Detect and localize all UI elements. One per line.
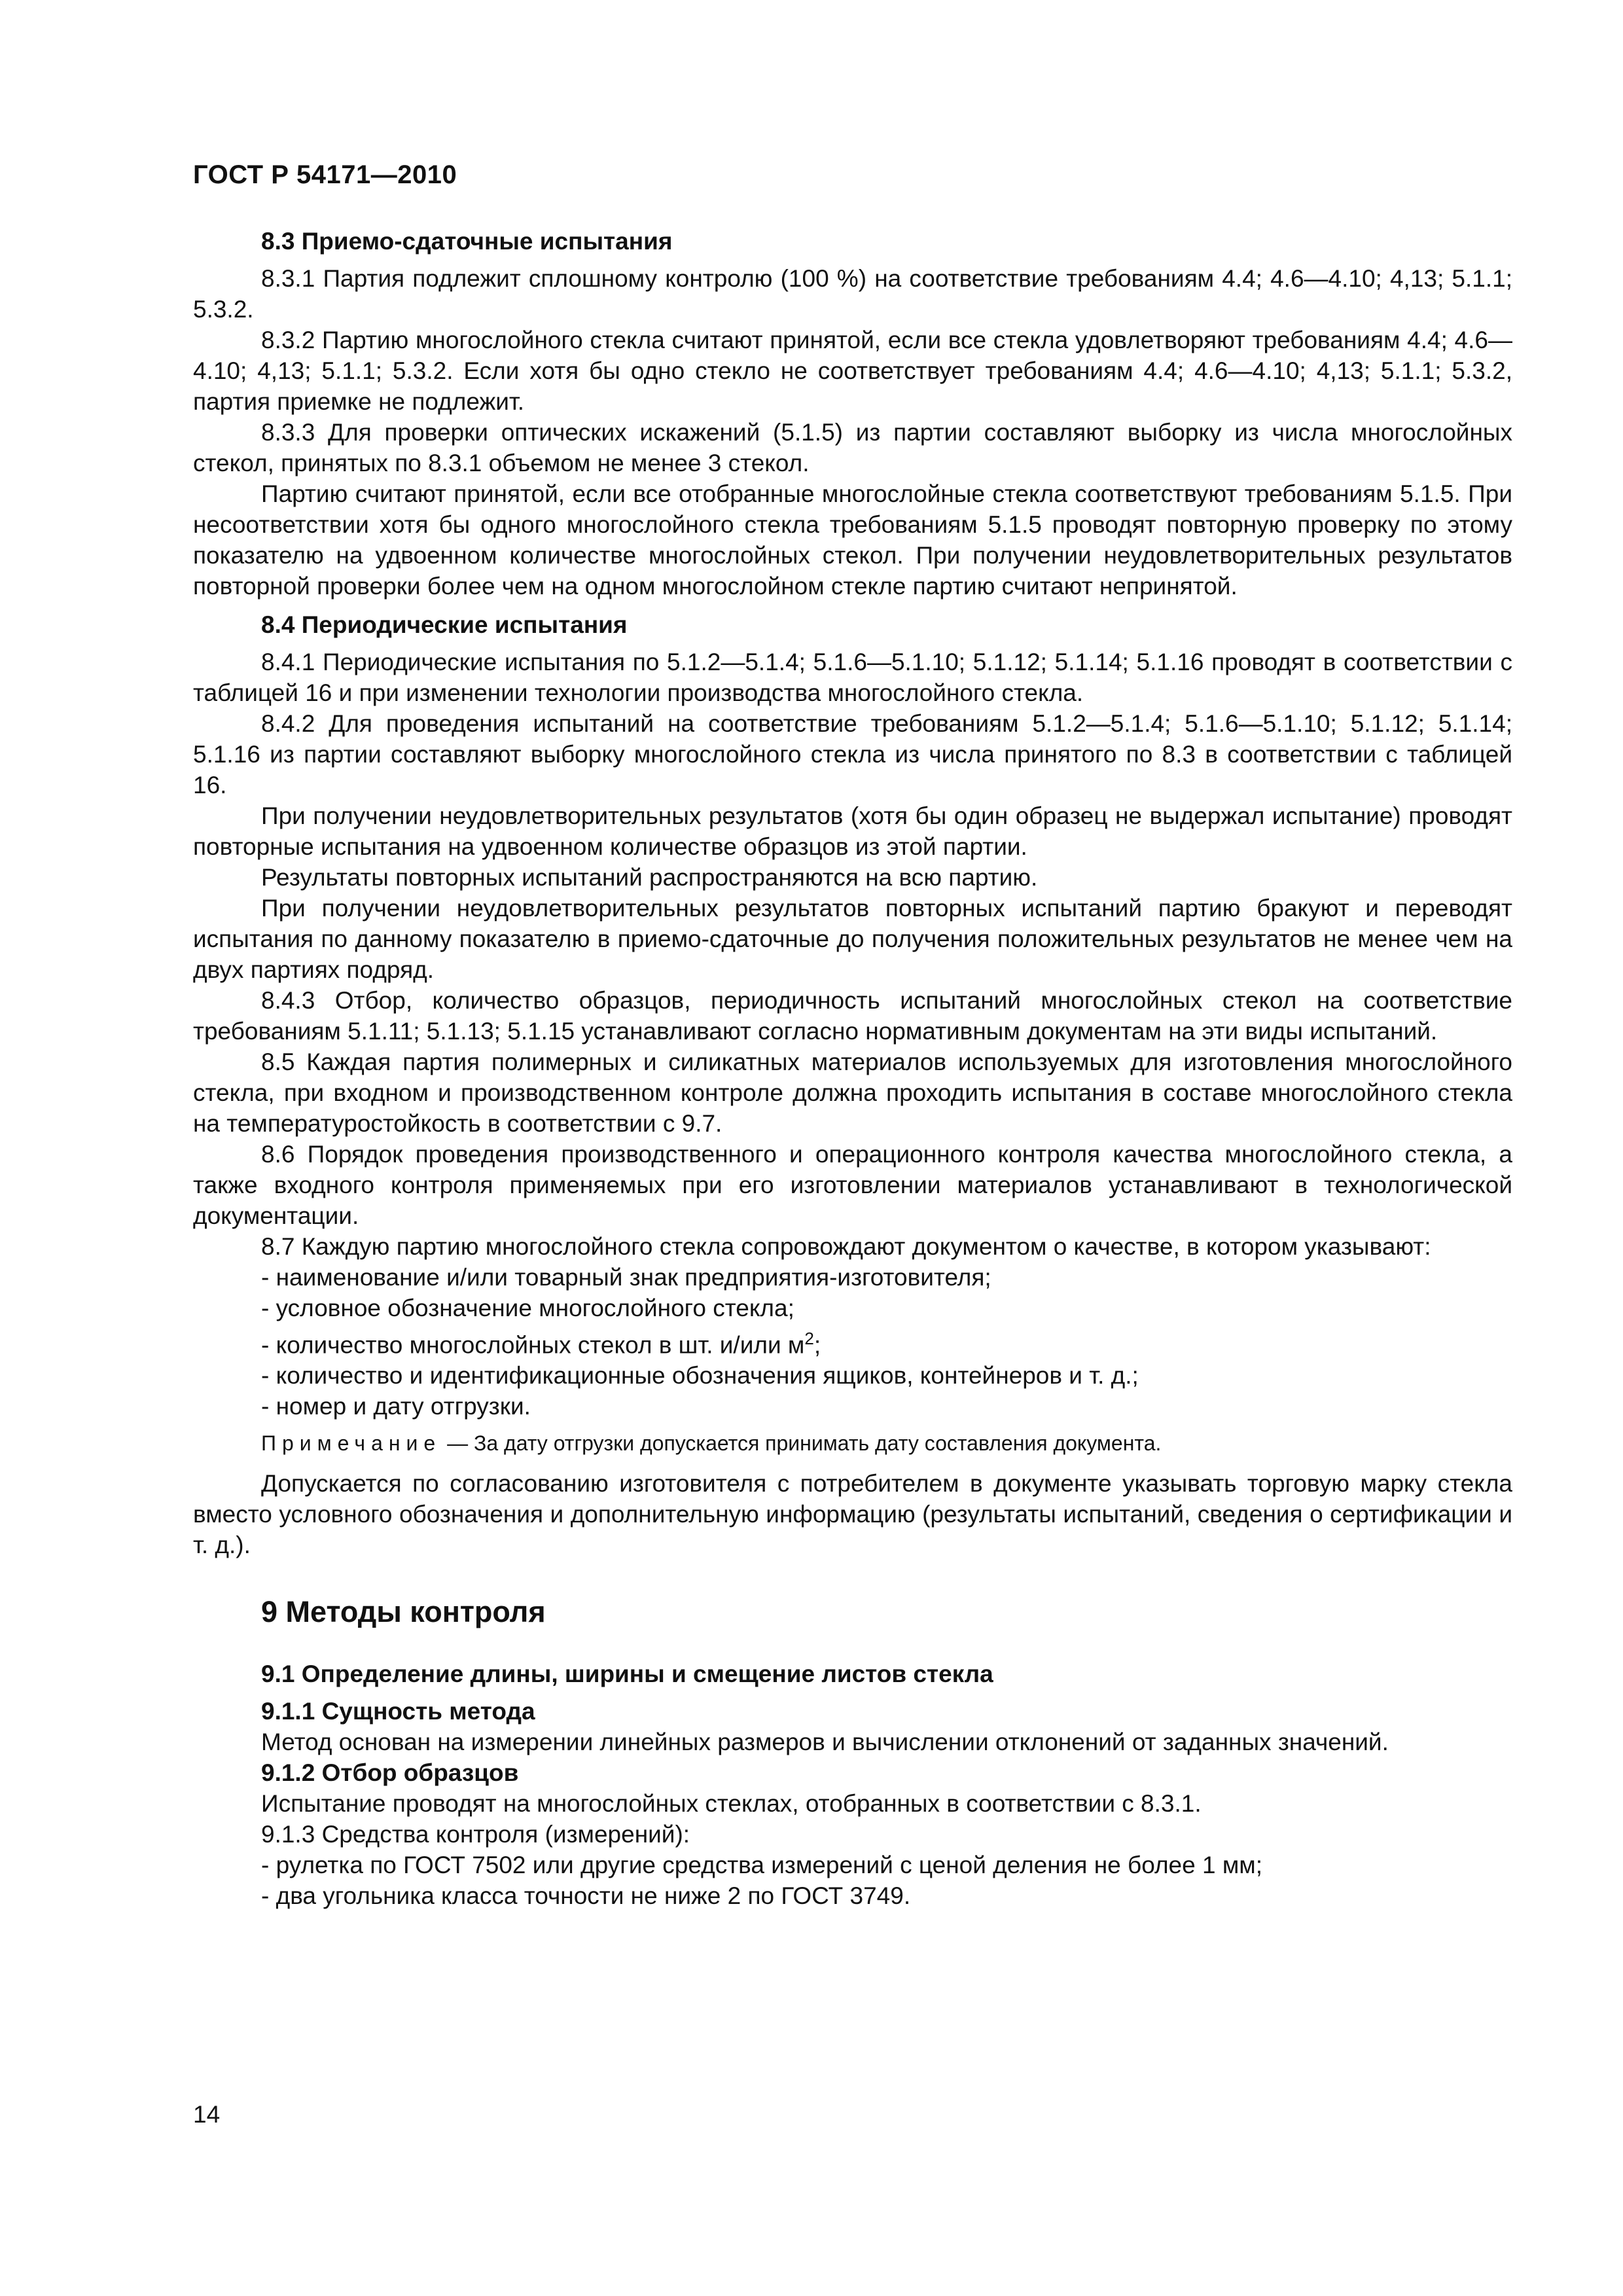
paragraph-8-5: 8.5 Каждая партия полимерных и силикатных материалов используемых для изготовления многослойного стекла, при входном и производственном контроле должна проходить испытания в составе многослойного стекла на температуростойкость в соответствии с 9.7. — [193, 1049, 1512, 1137]
paragraph-8-3-1: 8.3.1 Партия подлежит сплошному контролю (100 %) на соответствие требованиям 4.4; 4.6—4.10; 4,13; 5.1.1; 5.3.2. — [193, 265, 1512, 323]
paragraph-8-4-2-retest: При получении неудовлетворительных результатов (хотя бы один образец не выдержал испытание) проводят повторные испытания на удвоенном количестве образцов из этой партии. — [193, 802, 1512, 860]
note-text: — За дату отгрузки допускается принимать дату составления документа. — [447, 1431, 1162, 1456]
chapter-heading-9: 9 Методы контроля — [261, 1595, 546, 1629]
section-heading-8-4: 8.4 Периодические испытания — [261, 611, 628, 638]
paragraph-8-3-2: 8.3.2 Партию многослойного стекла считают принятой, если все стекла удовлетворяют требованиям 4.4; 4.6—4.10; 4,13; 5.1.1; 5.3.2. Если хотя бы одно стекло не соответствует требованиям 4.4; 4.6—4.10; 4,13; 5.1.1; 5.3.2, партия приемке не подлежит. — [193, 327, 1512, 415]
list-item: - номер и дату отгрузки. — [261, 1393, 531, 1420]
list-item: - количество и идентификационные обозначения ящиков, контейнеров и т. д.; — [261, 1362, 1139, 1390]
list-item: - наименование и/или товарный знак предприятия-изготовителя; — [261, 1264, 991, 1291]
list-item-text: - количество многослойных стекол в шт. и/или м — [261, 1331, 805, 1359]
document-header: ГОСТ Р 54171—2010 — [193, 160, 457, 189]
note — [193, 1428, 1512, 1459]
document-body — [193, 226, 1512, 1911]
punctuation: ; — [813, 1331, 821, 1359]
paragraph-8-7: 8.7 Каждую партию многослойного стекла сопровождают документом о качестве, в котором указывают: — [261, 1233, 1431, 1260]
paragraph-8-4-2-reject: При получении неудовлетворительных результатов повторных испытаний партию бракуют и переводят испытания по данному показателю в приемо-сдаточные до получения положительных результатов не менее чем на двух партиях подряд. — [193, 895, 1512, 983]
paragraph-8-7-addendum: Допускается по согласованию изготовителя с потребителем в документе указывать торговую марку стекла вместо условного обозначения и дополнительную информацию (результаты испытаний, сведения о сертификации и т. д.). — [193, 1470, 1512, 1559]
paragraph-9-1-2: Испытание проводят на многослойных стеклах, отобранных в соответствии с 8.3.1. — [261, 1790, 1202, 1818]
paragraph-8-4-2: 8.4.2 Для проведения испытаний на соответствие требованиям 5.1.2—5.1.4; 5.1.6—5.1.10; 5.1.12; 5.1.14; 5.1.16 из партии составляют выборку многослойного стекла из числа принятого по 8.3 в соответствии с таблицей 16. — [193, 710, 1512, 798]
list-item: - рулетка по ГОСТ 7502 или другие средства измерений с ценой деления не более 1 мм; — [261, 1852, 1262, 1879]
section-heading-9-1: 9.1 Определение длины, ширины и смещение листов стекла — [261, 1660, 993, 1688]
paragraph-8-4-2-results: Результаты повторных испытаний распространяются на всю партию. — [261, 864, 1038, 891]
section-heading-8-3: 8.3 Приемо-сдаточные испытания — [261, 228, 673, 255]
subsection-heading-9-1-1: 9.1.1 Сущность метода — [261, 1698, 535, 1725]
list-item: - условное обозначение многослойного стекла; — [261, 1295, 794, 1321]
subsection-heading-9-1-2: 9.1.2 Отбор образцов — [261, 1759, 519, 1787]
list-item — [193, 1323, 1512, 1360]
list-item: - два угольника класса точности не ниже 2 по ГОСТ 3749. — [261, 1882, 911, 1910]
superscript: 2 — [804, 1329, 814, 1348]
paragraph-9-1-1: Метод основан на измерении линейных размеров и вычислении отклонений от заданных значений. — [261, 1729, 1389, 1756]
paragraph-8-6: 8.6 Порядок проведения производственного и операционного контроля качества многослойного стекла, а также входного контроля применяемых при его изготовлении материалов устанавливают в технологической документации. — [193, 1141, 1512, 1229]
note-label: Примечание — [261, 1431, 442, 1456]
paragraph-9-1-3: 9.1.3 Средства контроля (измерений): — [261, 1821, 690, 1848]
paragraph-8-4-1: 8.4.1 Периодические испытания по 5.1.2—5.1.4; 5.1.6—5.1.10; 5.1.12; 5.1.14; 5.1.16 проводят в соответствии с таблицей 16 и при изменении технологии производства многослойного стекла. — [193, 649, 1512, 706]
paragraph-8-4-3: 8.4.3 Отбор, количество образцов, периодичность испытаний многослойных стекол на соответствие требованиям 5.1.11; 5.1.13; 5.1.15 устанавливают согласно нормативным документам на эти виды испытаний. — [193, 987, 1512, 1045]
page-number: 14 — [193, 2101, 221, 2128]
paragraph-8-3-3-continued: Партию считают принятой, если все отобранные многослойные стекла соответствуют требованиям 5.1.5. При несоответствии хотя бы одного многослойного стекла требованиям 5.1.5 проводят повторную проверку по этому показателю на удвоенном количестве многослойных стекол. При получении неудовлетворительных результатов повторной проверки более чем на одном многослойном стекле партию считают непринятой. — [193, 480, 1512, 600]
paragraph-8-3-3: 8.3.3 Для проверки оптических искажений (5.1.5) из партии составляют выборку из числа многослойных стекол, принятых по 8.3.1 объемом не менее 3 стекол. — [193, 419, 1512, 476]
